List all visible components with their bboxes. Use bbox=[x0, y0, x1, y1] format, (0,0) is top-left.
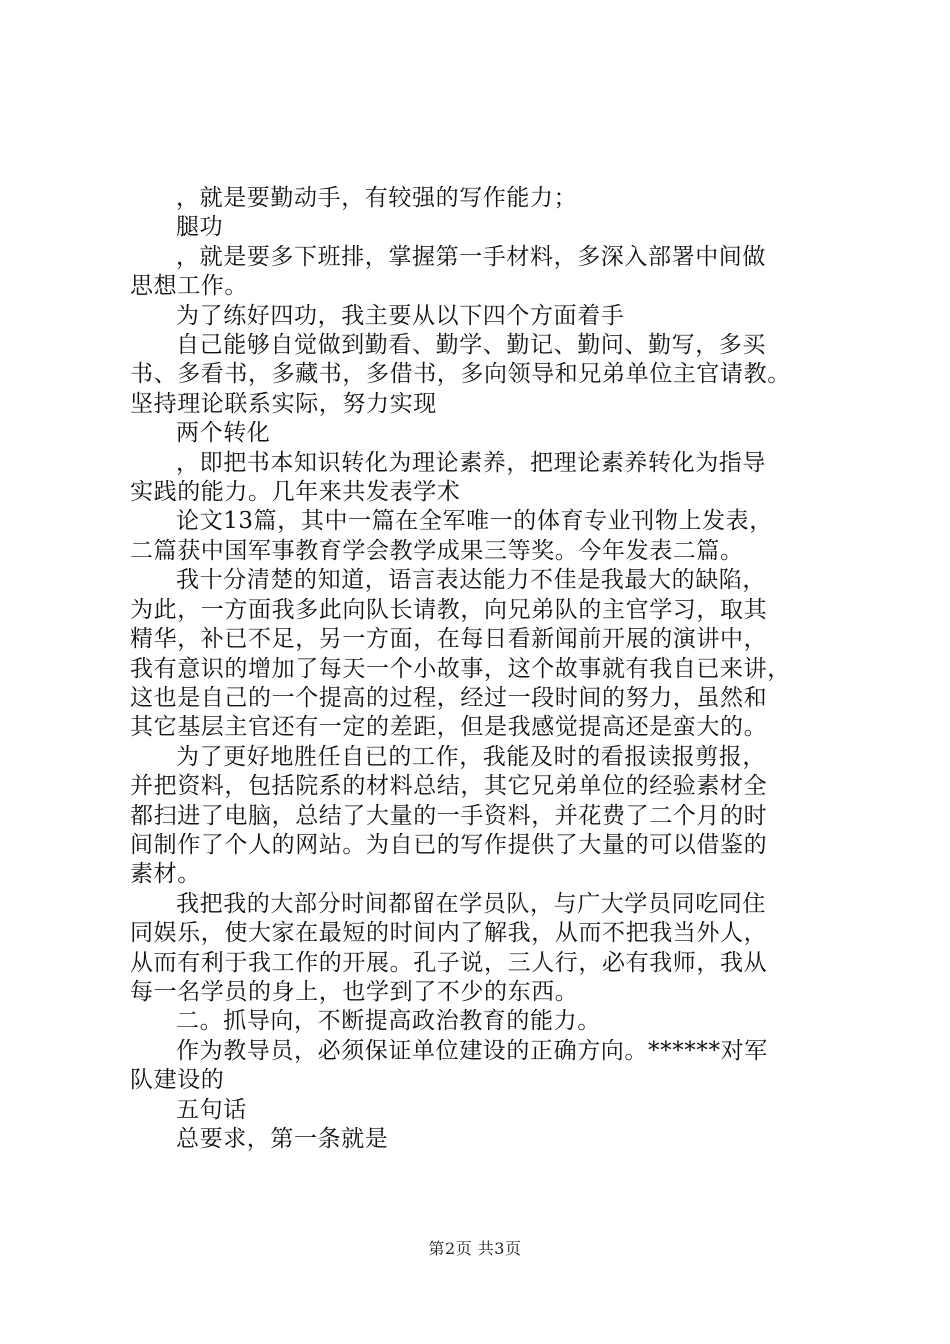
text-line: 书、多看书，多藏书，多借书，多向领导和兄弟单位主官请教。 bbox=[130, 361, 791, 388]
text-line: 总要求，第一条就是 bbox=[176, 1126, 389, 1152]
document-body bbox=[130, 184, 842, 1154]
paragraph bbox=[130, 419, 842, 448]
paragraph bbox=[130, 184, 842, 213]
text-line: 作为教导员，必须保证单位建设的正确方向。******对军 bbox=[176, 1037, 768, 1064]
paragraph bbox=[130, 743, 842, 890]
text-line: 五句话 bbox=[176, 1096, 247, 1123]
text-line: 二。抓导向，不断提高政治教育的能力。 bbox=[176, 1008, 601, 1035]
text-line: 我有意识的增加了每天一个小故事，这个故事就有我自已来讲， bbox=[130, 655, 791, 682]
paragraph bbox=[130, 1096, 842, 1125]
text-line: 我十分清楚的知道，语言表达能力不佳是我最大的缺陷， bbox=[176, 567, 766, 594]
text-line: 自己能够自觉做到勤看、勤学、勤记、勤问、勤写，多买 bbox=[176, 332, 766, 359]
paragraph bbox=[130, 243, 842, 302]
text-line: 这也是自己的一个提高的过程，经过一段时间的努力，虽然和 bbox=[130, 684, 768, 711]
text-line: ，就是要多下班排，掌握第一手材料，多深入部署中间做 bbox=[176, 243, 766, 270]
text-line: 思想工作。 bbox=[130, 273, 248, 300]
text-line: 实践的能力。几年来共发表学术 bbox=[130, 479, 461, 506]
paragraph bbox=[130, 1037, 842, 1096]
text-line: 都扫进了电脑，总结了大量的一手资料，并花费了二个月的时 bbox=[130, 802, 768, 829]
text-line: 为此，一方面我多此向队长请教，向兄弟队的主官学习，取其 bbox=[130, 596, 768, 623]
paragraph bbox=[130, 1125, 842, 1154]
paragraph bbox=[130, 890, 842, 1008]
text-line: 论文13篇，其中一篇在全军唯一的体育专业刊物上发表， bbox=[176, 508, 773, 535]
paragraph bbox=[130, 1007, 842, 1036]
text-line: 从而有利于我工作的开展。孔子说，三人行，必有我师，我从 bbox=[130, 949, 768, 976]
text-line: 队建设的 bbox=[130, 1067, 225, 1094]
text-line: 每一名学员的身上，也学到了不少的东西。 bbox=[130, 978, 579, 1005]
paragraph bbox=[130, 331, 842, 419]
text-line: 素材。 bbox=[130, 861, 201, 888]
paragraph bbox=[130, 449, 842, 508]
text-line: 其它基层主官还有一定的差距，但是我感觉提高还是蛮大的。 bbox=[130, 714, 768, 741]
text-line: 腿功 bbox=[176, 214, 224, 241]
page-footer: 第2页 共3页 bbox=[428, 1239, 522, 1258]
text-line: ，即把书本知识转化为理论素养，把理论素养转化为指导 bbox=[176, 449, 766, 476]
text-line: 我把我的大部分时间都留在学员队，与广大学员同吃同住 bbox=[176, 890, 766, 917]
paragraph bbox=[130, 302, 842, 331]
text-line: 二篇获中国军事教育学会教学成果三等奖。今年发表二篇。 bbox=[130, 537, 744, 564]
text-line: 精华，补已不足，另一方面，在每日看新闻前开展的演讲中， bbox=[130, 626, 768, 653]
paragraph bbox=[130, 507, 842, 566]
text-line: 两个转化 bbox=[176, 420, 271, 447]
text-line: 并把资料，包括院系的材料总结，其它兄弟单位的经验素材全 bbox=[130, 773, 768, 800]
text-line: 为了更好地胜任自已的工作，我能及时的看报读报剪报， bbox=[176, 743, 766, 770]
text-line: ，就是要勤动手，有较强的写作能力； bbox=[176, 185, 578, 211]
text-line: 同娱乐，使大家在最短的时间内了解我，从而不把我当外人， bbox=[130, 920, 768, 947]
paragraph bbox=[130, 566, 842, 742]
text-line: 坚持理论联系实际，努力实现 bbox=[130, 390, 437, 417]
paragraph bbox=[130, 213, 842, 242]
text-line: 间制作了个人的网站。为自已的写作提供了大量的可以借鉴的 bbox=[130, 831, 768, 858]
text-line: 为了练好四功，我主要从以下四个方面着手 bbox=[176, 302, 625, 329]
